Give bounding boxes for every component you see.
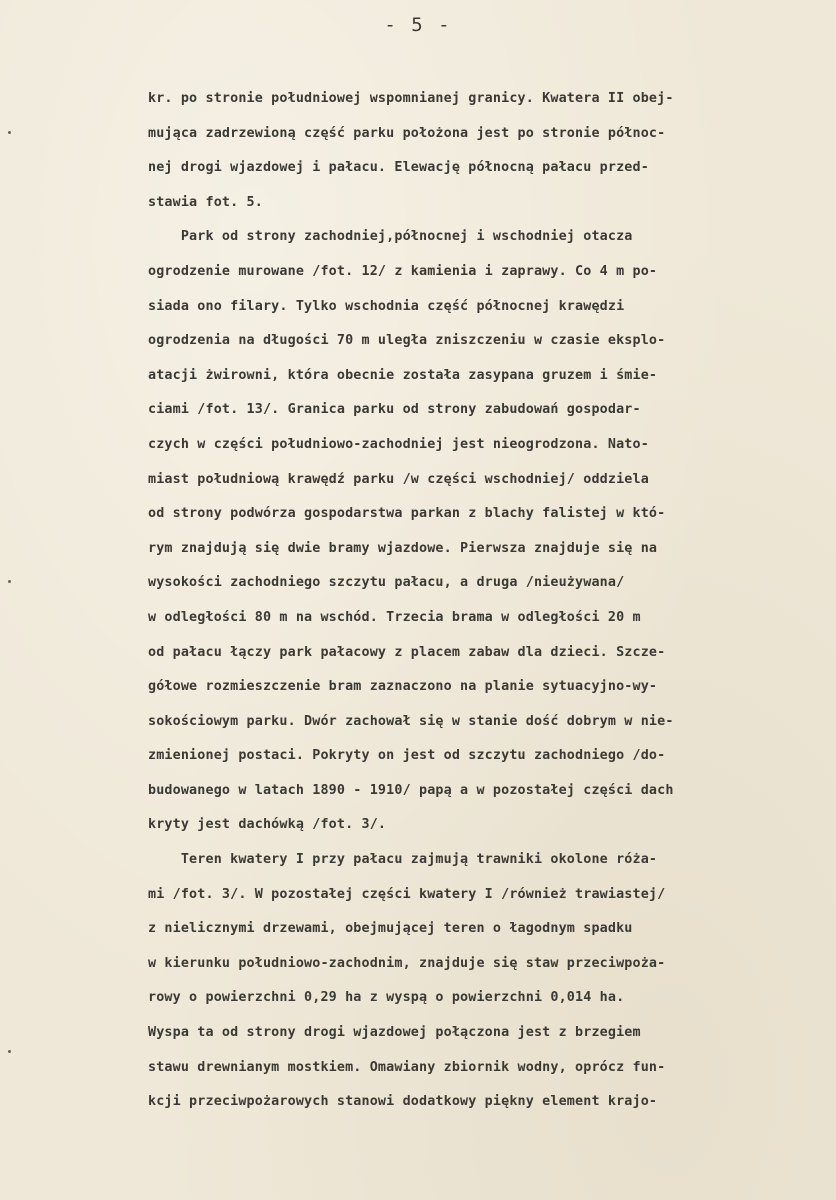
text-line: w odległości 80 m na wschód. Trzecia brama w odległości 20 m [148,609,641,625]
text-line: zmienionej postaci. Pokryty on jest od szczytu zachodniego /do- [148,748,666,764]
margin-mark [8,580,11,583]
text-line: gółowe rozmieszczenie bram zaznaczono na planie sytuacyjno-wy- [148,679,658,695]
body-text [148,82,828,1120]
text-line: Teren kwatery I przy pałacu zajmują trawniki okolone róża- [148,852,658,868]
text-line: mująca zadrzewioną część parku położona jest po stronie północ- [148,125,666,141]
text-line: atacji żwirowni, która obecnie została zasypana gruzem i śmie- [148,367,658,383]
text-line: Park od strony zachodniej,północnej i wschodniej otacza [148,229,633,245]
text-line: czych w części południowo-zachodniej jest nieogrodzona. Nato- [148,436,649,452]
text-line: siada ono filary. Tylko wschodnia część północnej krawędzi [148,298,625,314]
text-line: rowy o powierzchni 0,29 ha z wyspą o powierzchni 0,014 ha. [148,990,625,1006]
text-line: mi /fot. 3/. W pozostałej części kwatery I /również trawiastej/ [148,886,666,902]
text-line: ogrodzenie murowane /fot. 12/ z kamienia i zaprawy. Co 4 m po- [148,263,658,279]
text-line: od pałacu łączy park pałacowy z placem zabaw dla dzieci. Szcze- [148,644,666,660]
text-line: rym znajdują się dwie bramy wjazdowe. Pierwsza znajduje się na [148,540,658,556]
text-line: miast południową krawędź parku /w części wschodniej/ oddziela [148,471,649,487]
text-line: z nielicznymi drzewami, obejmującej teren o łagodnym spadku [148,921,633,937]
text-line: w kierunku południowo-zachodnim, znajduje się staw przeciwpoża- [148,955,666,971]
text-line: Wyspa ta od strony drogi wjazdowej połączona jest z brzegiem [148,1025,641,1041]
text-line: wysokości zachodniego szczytu pałacu, a druga /nieużywana/ [148,575,625,591]
text-line: ciami /fot. 13/. Granica parku od strony zabudowań gospodar- [148,402,641,418]
text-line: ogrodzenia na długości 70 m uległa zniszczeniu w czasie eksplo- [148,333,666,349]
page-number: - 5 - [384,14,452,36]
text-line: nej drogi wjazdowej i pałacu. Elewację północną pałacu przed- [148,160,649,176]
margin-mark [8,1050,11,1053]
text-line: kr. po stronie południowej wspomnianej granicy. Kwatera II obej- [148,91,674,106]
text-line: kryty jest dachówką /fot. 3/. [148,817,387,833]
text-line: od strony podwórza gospodarstwa parkan z blachy falistej w któ- [148,506,666,522]
text-line: stawia fot. 5. [148,194,263,210]
text-line: kcji przeciwpożarowych stanowi dodatkowy piękny element krajo- [148,1094,658,1110]
margin-mark [8,131,11,134]
text-line: budowanego w latach 1890 - 1910/ papą a w pozostałej części dach [148,782,674,798]
text-line: stawu drewnianym mostkiem. Omawiany zbiornik wodny, oprócz fun- [148,1059,666,1075]
text-line: sokościowym parku. Dwór zachował się w stanie dość dobrym w nie- [148,713,674,729]
